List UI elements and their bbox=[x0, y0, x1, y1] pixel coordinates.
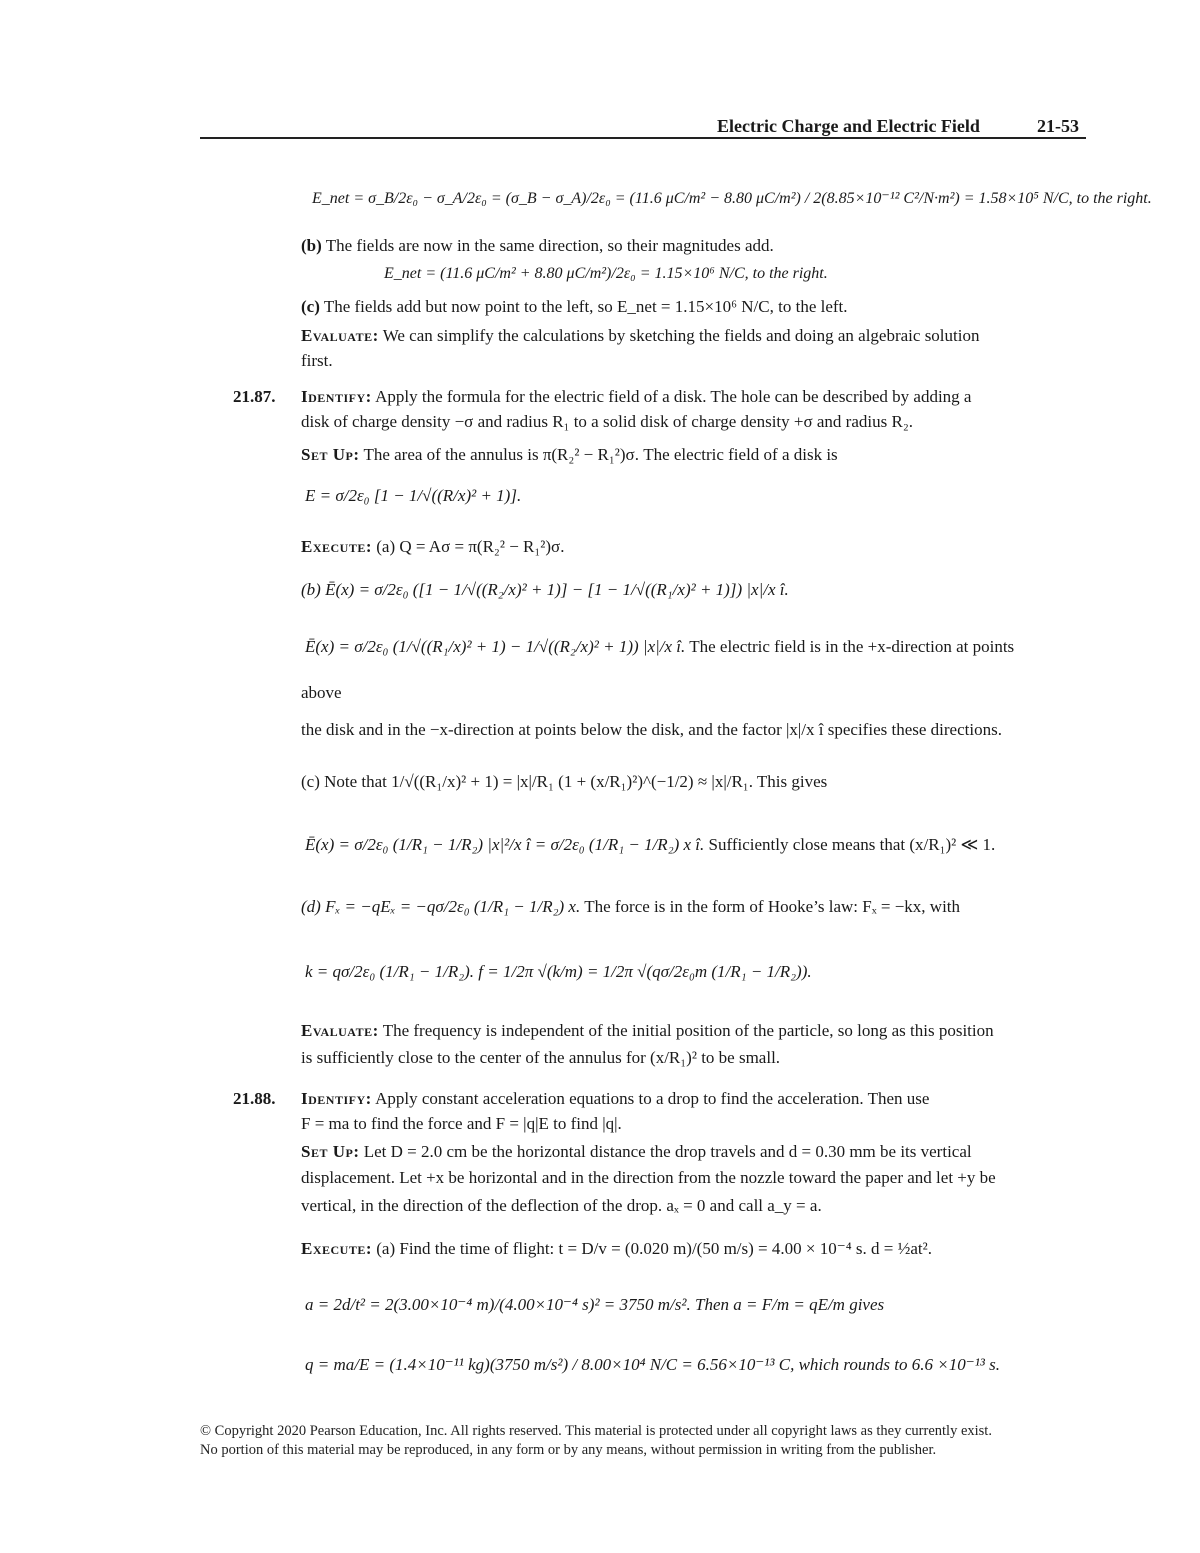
header-rule bbox=[200, 137, 1086, 139]
part-b-label: (b) bbox=[301, 236, 322, 255]
equation-87d: (d) Fₓ = −qEₓ = −qσ/2ε₀ (1/R₁ − 1/R₂) x. bbox=[301, 897, 581, 916]
below-text: the disk and in the −x-direction at points below the disk, and the factor |x|/x î specifies these directions. bbox=[301, 720, 1002, 739]
equation-87b: (b) Ē(x) = σ/2ε₀ ([1 − 1/√((R₂/x)² + 1)] − [1 − 1/√((R₁/x)² + 1)]) |x|/x î. bbox=[301, 580, 789, 599]
running-header-title: Electric Charge and Electric Field bbox=[717, 116, 980, 136]
equation-87b2-line bbox=[305, 637, 1014, 657]
setup-text-3: vertical, in the direction of the deflection of the drop. aₓ = 0 and call a_y = a. bbox=[301, 1196, 822, 1215]
evaluate-text: We can simplify the calculations by sketching the fields and doing an algebraic solution bbox=[382, 326, 980, 345]
problem-number-87: 21.87. bbox=[233, 387, 276, 406]
evaluate-text-2: is sufficiently close to the center of the annulus for (x/R₁)² to be small. bbox=[301, 1048, 781, 1067]
evaluate-text: The frequency is independent of the initial position of the particle, so long as this position bbox=[382, 1021, 994, 1040]
part-c-text: The fields add but now point to the left, so E_net = 1.15×10⁶ N/C, to the left. bbox=[323, 297, 848, 316]
evaluate-prev bbox=[301, 326, 979, 346]
equation-acceleration: a = 2d/t² = 2(3.00×10⁻⁴ m)/(4.00×10⁻⁴ s)² = 3750 m/s². Then a = F/m = qE/m gives bbox=[305, 1295, 885, 1314]
execute-87 bbox=[301, 537, 564, 557]
hookes-law-text: The force is in the form of Hooke’s law: Fₓ = −kx, with bbox=[584, 897, 961, 916]
equation-87b2: Ē(x) = σ/2ε₀ (1/√((R₁/x)² + 1) − 1/√((R₂/x)² + 1)) |x|/x î. bbox=[305, 637, 686, 656]
part-c bbox=[301, 297, 848, 317]
part-b-text: The fields are now in the same direction, so their magnitudes add. bbox=[325, 236, 774, 255]
setup-label: Set Up: bbox=[301, 1142, 360, 1161]
evaluate-label: Evaluate: bbox=[301, 1021, 379, 1040]
copyright-line-2: No portion of this material may be reproduced, in any form or by any means, without permission in writing from the publisher. bbox=[200, 1442, 937, 1458]
identify-87 bbox=[301, 387, 971, 407]
identify-text: Apply the formula for the electric field of a disk. The hole can be described by adding a bbox=[375, 387, 972, 406]
identify-text-2: disk of charge density −σ and radius R₁ to a solid disk of charge density +σ and radius R₂. bbox=[301, 412, 913, 431]
evaluate-label: Evaluate: bbox=[301, 326, 379, 345]
identify-88 bbox=[301, 1089, 929, 1109]
execute-a-text: (a) Find the time of flight: t = D/v = (0.020 m)/(50 m/s) = 4.00 × 10⁻⁴ s. d = ½at². bbox=[376, 1239, 932, 1258]
execute-label: Execute: bbox=[301, 537, 373, 556]
part-c-87: (c) Note that 1/√((R₁/x)² + 1) = |x|/R₁ (1 + (x/R₁)²)^(−1/2) ≈ |x|/R₁. This gives bbox=[301, 772, 828, 791]
b-direction-text: The electric field is in the +x-direction at points bbox=[689, 637, 1015, 656]
equation-enet-b: E_net = (11.6 μC/m² + 8.80 μC/m²)/2ε₀ = 1.15×10⁶ N/C, to the right. bbox=[384, 265, 828, 282]
setup-88 bbox=[301, 1142, 972, 1162]
identify-text-2: F = ma to find the force and F = |q|E to find |q|. bbox=[301, 1114, 622, 1133]
part-b bbox=[301, 236, 774, 256]
equation-k-f: k = qσ/2ε₀ (1/R₁ − 1/R₂). f = 1/2π √(k/m) = 1/2π √(qσ/2ε₀m (1/R₁ − 1/R₂)). bbox=[305, 962, 812, 981]
equation-enet: E_net = σ_B/2ε₀ − σ_A/2ε₀ = (σ_B − σ_A)/2ε₀ = (11.6 μC/m² − 8.80 μC/m²) / 2(8.85×10⁻¹² C²/N·m²) = 1.58×10⁵ N/C, to the right. bbox=[312, 190, 1152, 207]
above-text: above bbox=[301, 683, 342, 702]
setup-text-2: displacement. Let +x be horizontal and in the direction from the nozzle toward the paper and let +y be bbox=[301, 1168, 996, 1187]
part-c-label: (c) bbox=[301, 297, 320, 316]
identify-text: Apply constant acceleration equations to a drop to find the acceleration. Then use bbox=[375, 1089, 930, 1108]
setup-text: Let D = 2.0 cm be the horizontal distance the drop travels and d = 0.30 mm be its vertical bbox=[363, 1142, 972, 1161]
identify-label: Identify: bbox=[301, 387, 372, 406]
setup-text: The area of the annulus is π(R₂² − R₁²)σ. The electric field of a disk is bbox=[363, 445, 838, 464]
equation-charge: q = ma/E = (1.4×10⁻¹¹ kg)(3750 m/s²) / 8.00×10⁴ N/C = 6.56×10⁻¹³ C, which rounds to 6.6 ×10⁻¹³ s. bbox=[305, 1355, 1001, 1374]
sufficiently-close-text: Sufficiently close means that (x/R₁)² ≪ 1. bbox=[708, 835, 996, 854]
part-d-line bbox=[301, 897, 960, 917]
execute-88 bbox=[301, 1239, 932, 1259]
equation-87c-line bbox=[305, 835, 995, 855]
evaluate-87 bbox=[301, 1021, 994, 1041]
problem-number-88: 21.88. bbox=[233, 1089, 276, 1108]
evaluate-text-2: first. bbox=[301, 351, 333, 370]
setup-label: Set Up: bbox=[301, 445, 360, 464]
page-number: 21-53 bbox=[1037, 116, 1079, 136]
execute-label: Execute: bbox=[301, 1239, 373, 1258]
execute-a-text: (a) Q = Aσ = π(R₂² − R₁²)σ. bbox=[376, 537, 565, 556]
equation-87c: Ē(x) = σ/2ε₀ (1/R₁ − 1/R₂) |x|²/x î = σ/2ε₀ (1/R₁ − 1/R₂) x î. bbox=[305, 835, 705, 854]
equation-disk-field: E = σ/2ε₀ [1 − 1/√((R/x)² + 1)]. bbox=[305, 486, 522, 505]
setup-87 bbox=[301, 445, 838, 465]
identify-label: Identify: bbox=[301, 1089, 372, 1108]
copyright-line-1: © Copyright 2020 Pearson Education, Inc. All rights reserved. This material is protected under all copyright laws as they currently exist. bbox=[200, 1423, 992, 1439]
